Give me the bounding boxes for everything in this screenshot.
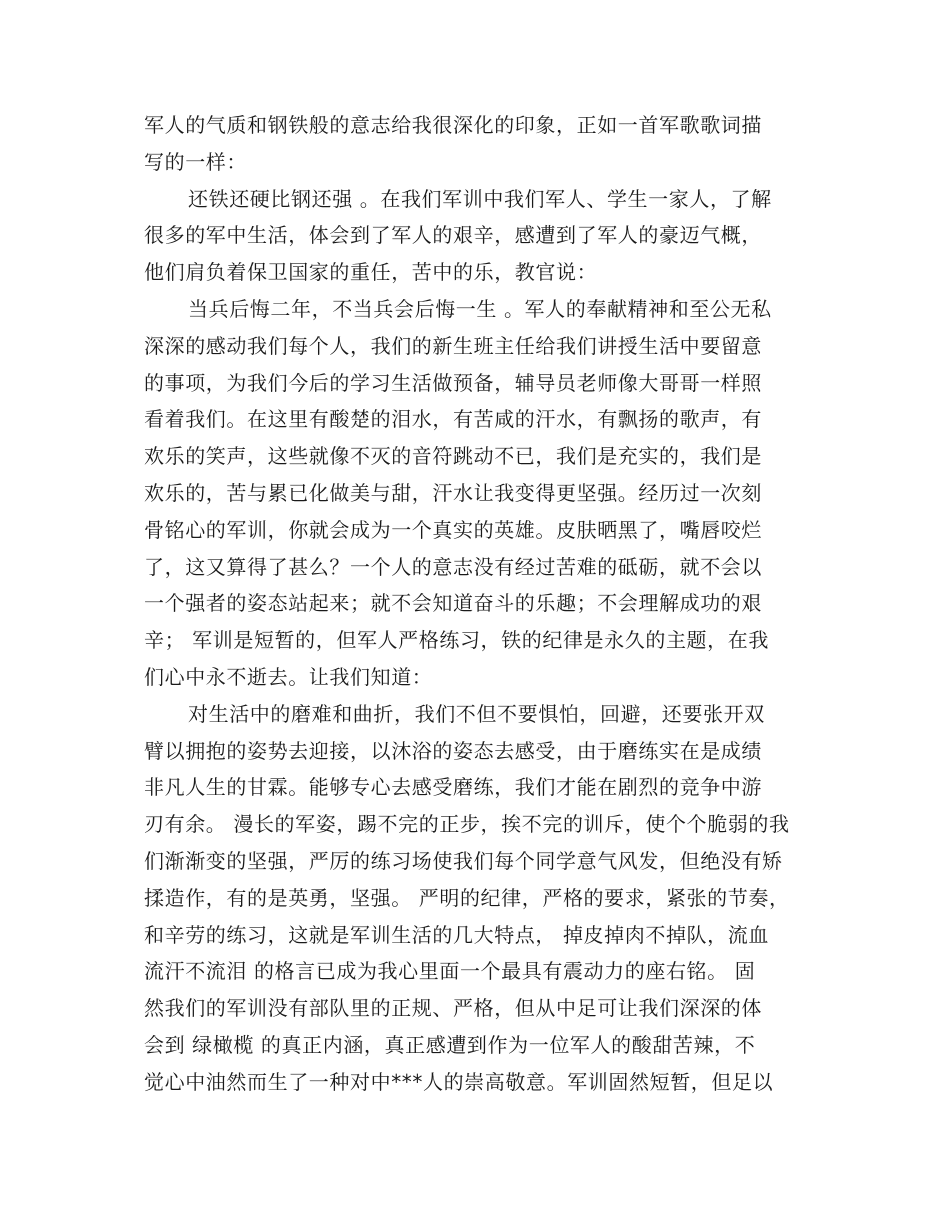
text-line: 的事项，为我们今后的学习生活做预备，辅导员老师像大哥哥一样照 <box>144 370 762 395</box>
text-line: 流汗不流泪 的格言已成为我心里面一个最具有震动力的座右铭。 固 <box>144 959 756 984</box>
text-line: 写的一样： <box>144 149 247 174</box>
text-line: 对生活中的磨难和曲折，我们不但不要惧怕，回避，还要张开双 <box>188 701 765 726</box>
text-line: 们渐渐变的坚强，严厉的练习场使我们每个同学意气风发，但绝没有矫 <box>144 848 783 873</box>
text-line: 和辛劳的练习，这就是军训生活的几大特点， 掉皮掉肉不掉队，流血 <box>144 922 769 947</box>
text-line: 然我们的军训没有部队里的正规、严格，但从中足可让我们深深的体 <box>144 996 762 1021</box>
text-line: 一个强者的姿态站起来；就不会知道奋斗的乐趣；不会理解成功的艰 <box>144 591 762 616</box>
text-line: 还铁还硬比钢还强 。在我们军训中我们军人、学生一家人，了解 <box>188 186 772 211</box>
body-text <box>144 107 812 1101</box>
text-line: 他们肩负着保卫国家的重任，苦中的乐，教官说： <box>144 260 598 285</box>
text-line: 们心中永不逝去。让我们知道： <box>144 664 433 689</box>
text-line: 揉造作，有的是英勇，坚强。 严明的纪律，严格的要求，紧张的节奏， <box>144 885 790 910</box>
text-line: 刃有余。 漫长的军姿，踢不完的正步，挨不完的训斥，使个个脆弱的我 <box>144 812 790 837</box>
text-line: 很多的军中生活，体会到了军人的艰辛，感遭到了军人的豪迈气概， <box>144 223 762 248</box>
text-line: 当兵后悔二年，不当兵会后悔一生 。军人的奉献精神和至公无私 <box>188 296 772 321</box>
text-line: 会到 绿橄榄 的真正内涵，真正感遭到作为一位军人的酸甜苦辣，不 <box>144 1032 756 1057</box>
text-line: 辛； 军训是短暂的，但军人严格练习，铁的纪律是永久的主题，在我 <box>144 628 769 653</box>
text-line: 臂以拥抱的姿势去迎接，以沐浴的姿态去感受，由于磨练实在是成绩 <box>144 738 762 763</box>
text-line: 欢乐的笑声，这些就像不灭的音符跳动不已，我们是充实的，我们是 <box>144 444 762 469</box>
text-line: 深深的感动我们每个人，我们的新生班主任给我们讲授生活中要留意 <box>144 333 762 358</box>
text-line: 骨铭心的军训，你就会成为一个真实的英雄。皮肤晒黑了，嘴唇咬烂 <box>144 517 762 542</box>
text-line: 非凡人生的甘霖。能够专心去感受磨练，我们才能在剧烈的竞争中游 <box>144 775 762 800</box>
text-line: 了，这又算得了甚么？一个人的意志没有经过苦难的砥砺，就不会以 <box>144 554 762 579</box>
text-line: 军人的气质和钢铁般的意志给我很深化的印象，正如一首军歌歌词描 <box>144 113 762 137</box>
text-line: 觉心中油然而生了一种对中***人的崇高敬意。军训固然短暂，但足以 <box>144 1069 774 1094</box>
text-line: 看着我们。在这里有酸楚的泪水，有苦咸的汗水，有飘扬的歌声，有 <box>144 407 762 432</box>
text-line: 欢乐的，苦与累已化做美与甜，汗水让我变得更坚强。经历过一次刻 <box>144 480 762 505</box>
